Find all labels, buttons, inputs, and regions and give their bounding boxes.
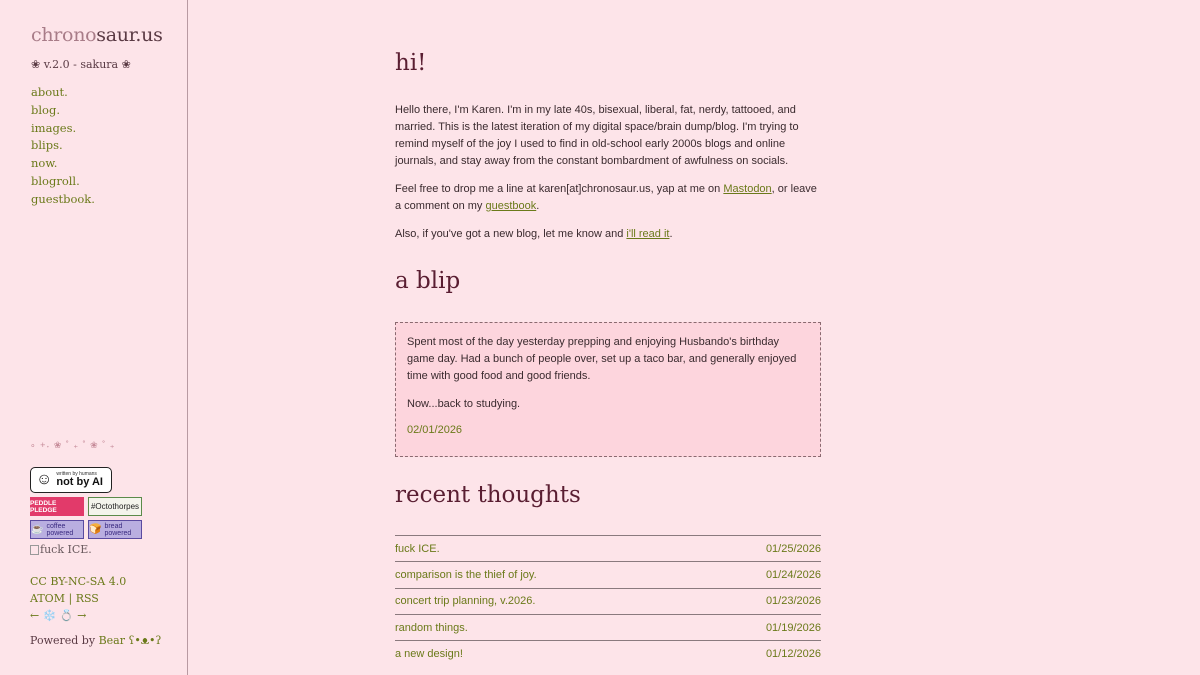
intro-paragraph-3: [395, 226, 821, 243]
post-link[interactable]: concert trip planning, v.2026.: [395, 595, 536, 608]
guestbook-link[interactable]: guestbook: [485, 200, 537, 212]
nav-guestbook[interactable]: guestbook.: [31, 191, 95, 206]
list-item: [395, 535, 821, 561]
powered-by: [30, 634, 161, 647]
broken-image[interactable]: [30, 543, 142, 556]
list-item: [395, 588, 821, 614]
nav-blips[interactable]: blips.: [31, 138, 63, 153]
blip-date[interactable]: 02/01/2026: [407, 424, 463, 436]
feed-separator: |: [68, 592, 73, 605]
post-link[interactable]: random things.: [395, 621, 468, 634]
coffee-cup-icon: ☕: [31, 524, 44, 535]
license-link[interactable]: CC BY-NC-SA 4.0: [30, 575, 127, 588]
version-label: ❀ v.2.0 - sakura ❀: [31, 58, 131, 71]
badges: [30, 467, 142, 556]
nav-blogroll[interactable]: blogroll.: [31, 173, 80, 188]
mastodon-link[interactable]: Mastodon: [723, 183, 772, 195]
powered-prefix: Powered by: [30, 634, 99, 647]
site-title[interactable]: [31, 22, 187, 48]
post-date: 01/19/2026: [765, 621, 821, 634]
post-link[interactable]: comparison is the thief of joy.: [395, 568, 537, 581]
sidebar-nav: [31, 84, 187, 209]
bread-powered-badge[interactable]: [88, 520, 142, 539]
intro-paragraph-2: [395, 181, 821, 215]
read-it-link[interactable]: i'll read it: [626, 228, 670, 240]
post-date: 01/25/2026: [765, 542, 821, 555]
intro-p2-text-a: Feel free to drop me a line at karen[at]chronosaur.us, yap at me on: [395, 183, 724, 195]
broken-image-icon: [30, 545, 39, 555]
peddle-pledge-badge[interactable]: PEDDLE PLEDGE: [30, 497, 84, 516]
sparkle-divider: ∘ +˖ ❀ ˚ ₊ ˚ ❀ ˚ ₊: [30, 440, 116, 450]
post-link[interactable]: a new design!: [395, 647, 463, 660]
site-title-prefix: chrono: [31, 24, 97, 46]
post-date: 01/23/2026: [765, 595, 821, 608]
intro-p3-text-b: .: [669, 228, 673, 240]
list-item: [395, 561, 821, 587]
not-by-ai-big: not by AI: [56, 476, 103, 488]
intro-p2-text-b: , or leave a comment on my: [395, 183, 817, 212]
broken-image-alt: fuck ICE.: [40, 543, 92, 556]
intro-p2-text-c: .: [536, 200, 540, 212]
nav-about[interactable]: about.: [31, 85, 68, 99]
blip-paragraph-1: Spent most of the day yesterday prepping and enjoying Husbando's birthday game day. Had a bunch of people over, set up a taco bar, and generally enjoyed time with good food and good friends.: [407, 336, 797, 382]
recent-thoughts-list: [395, 535, 821, 666]
bear-link[interactable]: Bear ʕ•ᴥ•ʔ: [98, 634, 162, 647]
page-heading: hi!: [395, 50, 427, 76]
intro-paragraph-1: Hello there, I'm Karen. I'm in my late 40s, bisexual, liberal, fat, nerdy, tattooed, and married. This is the latest iteration of my digital space/brain dump/blog. I'm trying to remind myself of the joy I used to find in old-school early 2000s blogs and online journals, and stay away from the constant bombardment of awfulness on socials.: [395, 104, 799, 167]
post-link[interactable]: fuck ICE.: [395, 542, 440, 555]
nav-blog[interactable]: blog.: [31, 102, 60, 117]
recent-thoughts-heading: recent thoughts: [395, 482, 581, 508]
coffee-powered-badge[interactable]: [30, 520, 84, 539]
list-item: [395, 614, 821, 640]
post-date: 01/12/2026: [765, 647, 821, 660]
coffee-label: coffee powered: [46, 522, 74, 537]
not-by-ai-badge[interactable]: [30, 467, 112, 493]
nav-now[interactable]: now.: [31, 156, 58, 171]
bread-icon: 🍞: [89, 524, 102, 535]
intro-p3-text-a: Also, if you've got a new blog, let me know and: [395, 228, 627, 240]
webring[interactable]: ← ❄️ 💍 →: [30, 609, 87, 622]
site-title-suffix: saur.us: [96, 24, 163, 46]
blip-card: [395, 322, 821, 457]
bread-label: bread powered: [104, 522, 132, 537]
license-block: [30, 573, 126, 624]
rss-link[interactable]: RSS: [75, 592, 99, 605]
blip-paragraph-2: Now...back to studying.: [407, 398, 521, 410]
blip-heading: a blip: [395, 268, 461, 294]
post-date: 01/24/2026: [765, 568, 821, 581]
list-item: [395, 640, 821, 666]
not-by-ai-small: written by humans: [56, 471, 97, 477]
intro: [395, 102, 821, 254]
octothorpes-badge[interactable]: #Octothorpes: [88, 497, 142, 516]
atom-link[interactable]: ATOM: [30, 592, 65, 605]
nav-images[interactable]: images.: [31, 120, 77, 135]
smiley-icon: ☺: [36, 471, 53, 488]
